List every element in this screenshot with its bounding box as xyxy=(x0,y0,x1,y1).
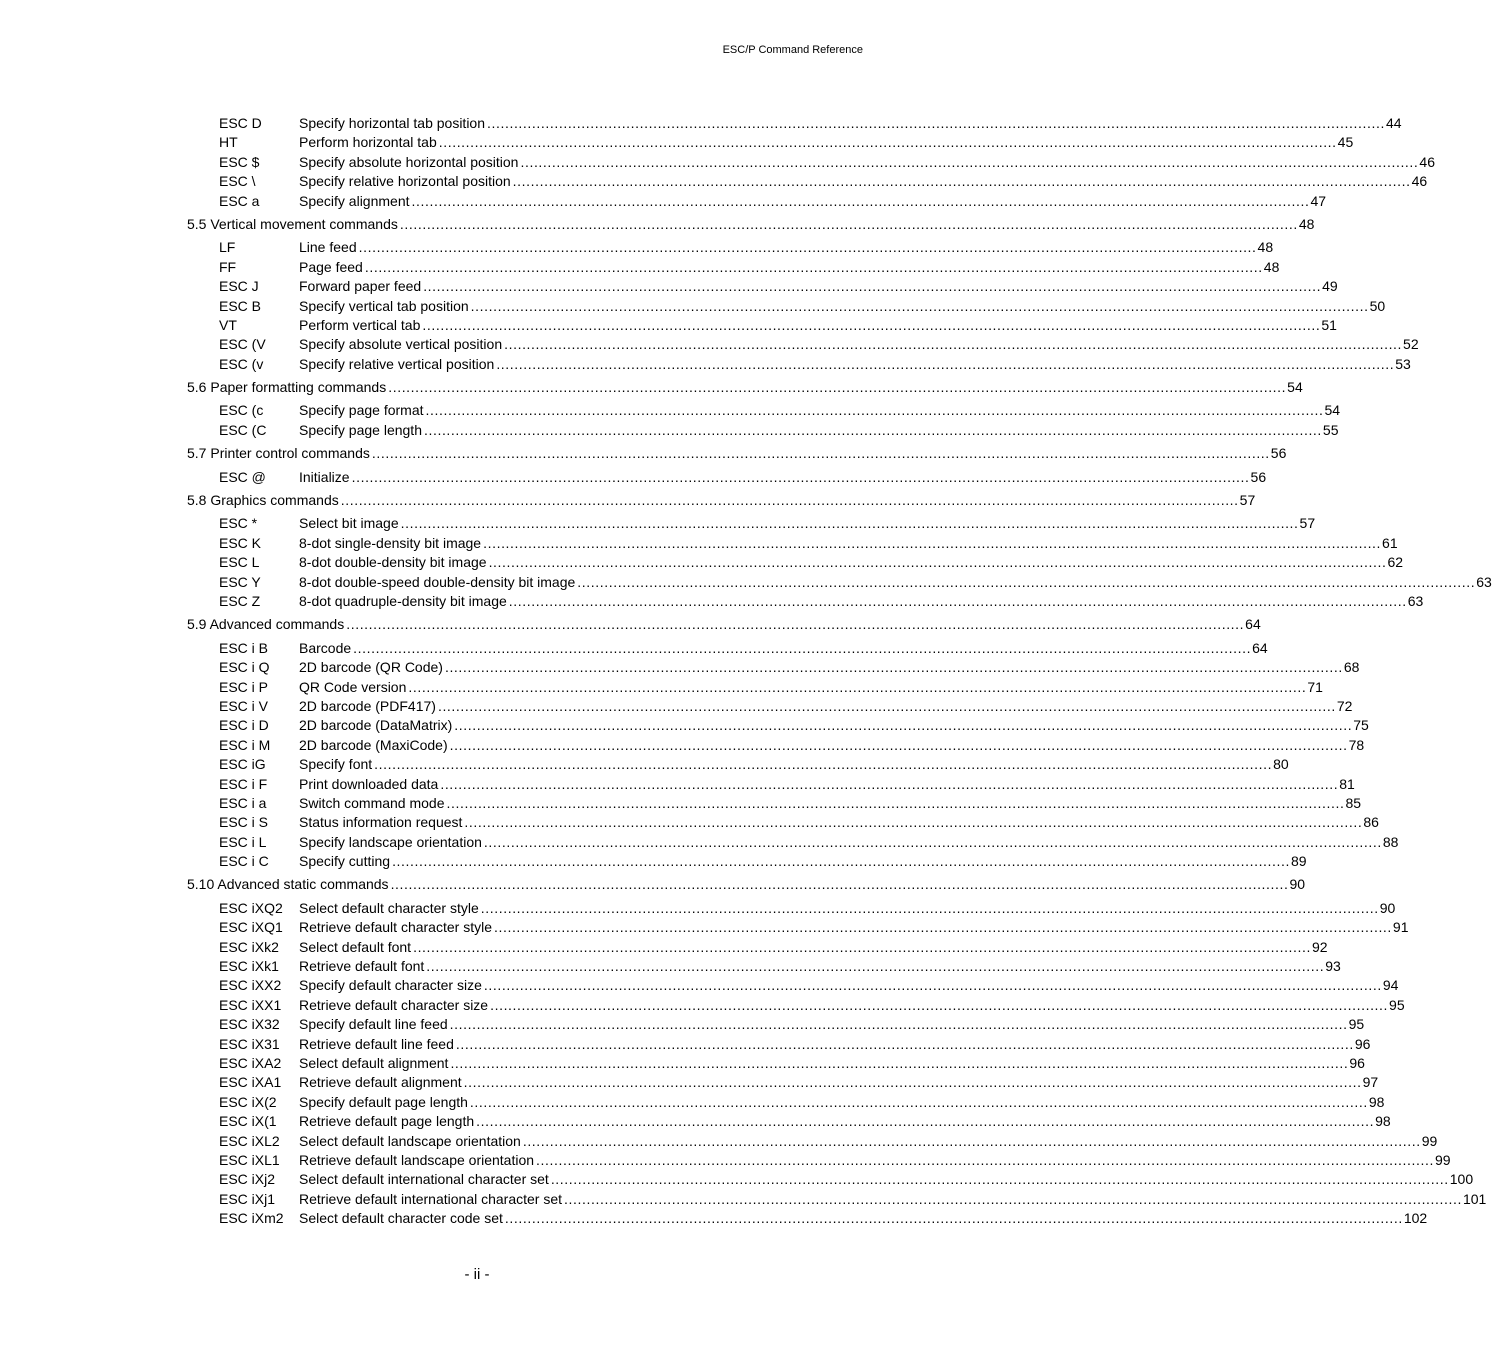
entry-title: Specify relative horizontal position xyxy=(299,172,513,191)
section-title: 5.10 Advanced static commands xyxy=(187,875,391,894)
entry-title: Specify font xyxy=(299,755,374,774)
toc-entry[interactable] xyxy=(187,1190,1487,1209)
command-name: ESC Y xyxy=(219,573,261,590)
entry-page-number: 96 xyxy=(1348,1054,1365,1073)
dot-leader: ........................................................................................................................................................................................................ xyxy=(440,775,1339,792)
command-name: ESC iX32 xyxy=(219,1016,280,1033)
section-title: 5.7 Printer control commands xyxy=(187,444,372,463)
dot-leader: ........................................................................................................................................................................................................ xyxy=(493,919,1392,936)
command-name: ESC i V xyxy=(219,697,269,714)
entry-page-number: 46 xyxy=(1411,172,1428,191)
entry-page-number: 57 xyxy=(1299,514,1316,533)
toc-entry[interactable] xyxy=(187,297,1386,316)
entry-title: Select bit image xyxy=(299,514,401,533)
entry-page-number: 102 xyxy=(1403,1209,1427,1228)
command-name: ESC i F xyxy=(219,775,268,792)
entry-page-number: 95 xyxy=(1388,996,1405,1015)
command-name: ESC i S xyxy=(219,814,269,831)
dot-leader: ........................................................................................................................................................................................................ xyxy=(346,616,1245,633)
entry-page-number: 62 xyxy=(1387,553,1404,572)
toc-entry[interactable] xyxy=(187,697,1353,716)
command-name: ESC iXA2 xyxy=(219,1054,282,1071)
dot-leader: ........................................................................................................................................................................................................ xyxy=(340,492,1239,509)
toc-entry[interactable] xyxy=(187,335,1419,354)
command-name: ESC i B xyxy=(219,639,269,656)
command-name: ESC iG xyxy=(219,756,266,773)
toc-section-heading[interactable] xyxy=(187,491,1256,510)
dot-leader: ........................................................................................................................................................................................................ xyxy=(520,153,1419,170)
dot-leader: ........................................................................................................................................................................................................ xyxy=(426,958,1325,975)
dot-leader: ........................................................................................................................................................................................................ xyxy=(423,278,1322,295)
entry-page-number: 61 xyxy=(1381,534,1398,553)
entry-title: Select default international character set xyxy=(299,1170,551,1189)
entry-title: Specify default line feed xyxy=(299,1015,450,1034)
command-name: ESC (C xyxy=(219,421,267,438)
toc-entry[interactable] xyxy=(187,775,1355,794)
command-name: ESC i Q xyxy=(219,659,270,676)
command-name: ESC iXL1 xyxy=(219,1151,280,1168)
entry-title: 8-dot single-density bit image xyxy=(299,534,483,553)
toc-entry[interactable] xyxy=(187,592,1424,611)
entry-title: 2D barcode (QR Code) xyxy=(299,658,445,677)
entry-title: Select default character code set xyxy=(299,1209,505,1228)
dot-leader: ........................................................................................................................................................................................................ xyxy=(564,1190,1462,1207)
command-name: ESC a xyxy=(219,192,260,209)
toc-entry[interactable] xyxy=(187,355,1411,374)
toc-entry[interactable] xyxy=(187,534,1398,553)
entry-page-number: 68 xyxy=(1343,658,1360,677)
toc-entry[interactable] xyxy=(187,153,1435,172)
toc-entry[interactable] xyxy=(187,1112,1391,1131)
entry-title: Specify page length xyxy=(299,421,424,440)
command-name: ESC iXL2 xyxy=(219,1132,280,1149)
dot-leader: ........................................................................................................................................................................................................ xyxy=(371,445,1270,462)
entry-title: Retrieve default line feed xyxy=(299,1035,456,1054)
command-name: ESC J xyxy=(219,278,259,295)
entry-page-number: 44 xyxy=(1385,114,1402,133)
dot-leader: ........................................................................................................................................................................................................ xyxy=(483,534,1382,551)
entry-page-number: 101 xyxy=(1462,1190,1486,1209)
command-name: ESC iXm2 xyxy=(219,1210,284,1227)
toc-entry[interactable] xyxy=(187,678,1323,697)
toc-entry-group xyxy=(187,114,1435,211)
entry-page-number: 75 xyxy=(1352,716,1369,735)
toc-entry[interactable] xyxy=(187,316,1337,335)
dot-leader: ........................................................................................................................................................................................................ xyxy=(536,1151,1434,1168)
entry-page-number: 63 xyxy=(1407,592,1424,611)
toc-section-heading[interactable] xyxy=(187,378,1303,397)
dot-leader: ........................................................................................................................................................................................................ xyxy=(550,1171,1449,1188)
entry-page-number: 49 xyxy=(1321,277,1338,296)
toc-entry[interactable] xyxy=(187,899,1396,918)
entry-title: Page feed xyxy=(299,258,365,277)
dot-leader: ........................................................................................................................................................................................................ xyxy=(422,316,1321,333)
toc-entry[interactable] xyxy=(187,114,1402,133)
dot-leader: ........................................................................................................................................................................................................ xyxy=(454,717,1353,734)
entry-title: Retrieve default international character set xyxy=(299,1190,564,1209)
section-title: 5.6 Paper formatting commands xyxy=(187,378,388,397)
entry-page-number: 88 xyxy=(1382,833,1399,852)
dot-leader: ........................................................................................................................................................................................................ xyxy=(522,1132,1421,1149)
entry-page-number: 97 xyxy=(1362,1073,1379,1092)
toc-entry-group xyxy=(187,401,1341,440)
toc-entry[interactable] xyxy=(187,736,1365,755)
dot-leader: ........................................................................................................................................................................................................ xyxy=(512,173,1411,190)
dot-leader: ........................................................................................................................................................................................................ xyxy=(364,258,1263,275)
toc-entry[interactable] xyxy=(187,192,1327,211)
command-name: ESC K xyxy=(219,534,262,551)
entry-page-number: 45 xyxy=(1337,133,1354,152)
running-header: ESC/P Command Reference xyxy=(722,44,863,56)
dot-leader: ........................................................................................................................................................................................................ xyxy=(449,1016,1348,1033)
entry-page-number: 48 xyxy=(1263,258,1280,277)
entry-title: 8-dot double-density bit image xyxy=(299,553,489,572)
toc-entry[interactable] xyxy=(187,833,1399,852)
entry-title: Specify absolute vertical position xyxy=(299,335,504,354)
toc-entry[interactable] xyxy=(187,852,1307,871)
command-name: ESC L xyxy=(219,554,260,571)
dot-leader: ........................................................................................................................................................................................................ xyxy=(455,1035,1354,1052)
entry-page-number: 89 xyxy=(1290,852,1307,871)
entry-page-number: 63 xyxy=(1475,573,1492,592)
dot-leader: ........................................................................................................................................................................................................ xyxy=(437,697,1336,714)
toc-entry[interactable] xyxy=(187,813,1379,832)
command-name: ESC i M xyxy=(219,736,271,753)
entry-page-number: 54 xyxy=(1323,401,1340,420)
entry-title: Retrieve default alignment xyxy=(299,1073,464,1092)
entry-title: Switch command mode xyxy=(299,794,447,813)
entry-title: Perform vertical tab xyxy=(299,316,422,335)
dot-leader: ........................................................................................................................................................................................................ xyxy=(480,899,1379,916)
dot-leader: ........................................................................................................................................................................................................ xyxy=(496,355,1395,372)
dot-leader: ........................................................................................................................................................................................................ xyxy=(423,421,1322,438)
dot-leader: ........................................................................................................................................................................................................ xyxy=(508,592,1407,609)
toc-entry[interactable] xyxy=(187,468,1267,487)
toc-entry[interactable] xyxy=(187,514,1316,533)
command-name: ESC i P xyxy=(219,678,269,695)
entry-title: 2D barcode (PDF417) xyxy=(299,697,438,716)
toc-section-heading[interactable] xyxy=(187,615,1261,634)
command-name: ESC iX(2 xyxy=(219,1093,277,1110)
entry-page-number: 71 xyxy=(1306,678,1323,697)
command-name: HT xyxy=(219,134,238,151)
toc-section-heading[interactable] xyxy=(187,444,1287,463)
toc-entry[interactable] xyxy=(187,918,1409,937)
command-name: LF xyxy=(219,239,236,256)
dot-leader: ........................................................................................................................................................................................................ xyxy=(425,402,1324,419)
entry-title: Select default font xyxy=(299,938,413,957)
command-name: ESC (v xyxy=(219,355,264,372)
section-page-number: 48 xyxy=(1298,215,1315,234)
entry-title: Forward paper feed xyxy=(299,277,423,296)
entry-page-number: 99 xyxy=(1434,1151,1451,1170)
entry-title: Specify cutting xyxy=(299,852,392,871)
toc-entry[interactable] xyxy=(187,1054,1365,1073)
entry-title: Specify alignment xyxy=(299,192,412,211)
entry-page-number: 86 xyxy=(1362,813,1379,832)
toc-entry[interactable] xyxy=(187,996,1405,1015)
entry-title: Specify horizontal tab position xyxy=(299,114,487,133)
entry-page-number: 99 xyxy=(1421,1132,1438,1151)
section-page-number: 56 xyxy=(1270,444,1287,463)
command-name: ESC (c xyxy=(219,402,264,419)
toc-entry[interactable] xyxy=(187,172,1428,191)
entry-page-number: 56 xyxy=(1250,468,1267,487)
dot-leader: ........................................................................................................................................................................................................ xyxy=(446,794,1345,811)
dot-leader: ........................................................................................................................................................................................................ xyxy=(476,1113,1375,1130)
entry-title: Select default alignment xyxy=(299,1054,450,1073)
entry-page-number: 94 xyxy=(1382,976,1399,995)
entry-page-number: 51 xyxy=(1320,316,1337,335)
toc-entry[interactable] xyxy=(187,1132,1438,1151)
command-name: ESC i a xyxy=(219,794,267,811)
entry-page-number: 95 xyxy=(1348,1015,1365,1034)
entry-title: Line feed xyxy=(299,238,359,257)
command-name: ESC iXk2 xyxy=(219,938,279,955)
toc-entry[interactable] xyxy=(187,1035,1371,1054)
entry-title: Specify page format xyxy=(299,401,426,420)
command-name: ESC iX(1 xyxy=(219,1113,277,1130)
section-page-number: 64 xyxy=(1244,615,1261,634)
entry-title: 8-dot double-speed double-density bit image xyxy=(299,573,577,592)
toc-entry-group xyxy=(187,238,1419,374)
entry-page-number: 93 xyxy=(1324,957,1341,976)
entry-page-number: 98 xyxy=(1368,1093,1385,1112)
entry-title: Retrieve default landscape orientation xyxy=(299,1151,536,1170)
dot-leader: ........................................................................................................................................................................................................ xyxy=(483,977,1382,994)
section-title: 5.9 Advanced commands xyxy=(187,615,346,634)
page-number: - ii - xyxy=(464,1266,490,1283)
section-page-number: 54 xyxy=(1286,378,1303,397)
entry-title: Retrieve default font xyxy=(299,957,426,976)
toc-entry[interactable] xyxy=(187,794,1362,813)
toc-entry[interactable] xyxy=(187,401,1341,420)
toc-entry[interactable] xyxy=(187,238,1274,257)
toc-entry[interactable] xyxy=(187,1093,1385,1112)
dot-leader: ........................................................................................................................................................................................................ xyxy=(470,297,1369,314)
command-name: ESC B xyxy=(219,297,262,314)
entry-title: Perform horizontal tab xyxy=(299,133,439,152)
table-of-contents xyxy=(187,114,1492,1232)
toc-entry[interactable] xyxy=(187,976,1399,995)
entry-page-number: 47 xyxy=(1309,192,1326,211)
toc-section-heading[interactable] xyxy=(187,875,1306,894)
dot-leader: ........................................................................................................................................................................................................ xyxy=(483,833,1382,850)
toc-entry-group xyxy=(187,639,1399,872)
toc-entry[interactable] xyxy=(187,1170,1474,1189)
command-name: ESC @ xyxy=(219,468,266,485)
dot-leader: ........................................................................................................................................................................................................ xyxy=(358,239,1257,256)
command-name: FF xyxy=(219,258,237,275)
toc-entry[interactable] xyxy=(187,716,1369,735)
section-page-number: 57 xyxy=(1239,491,1256,510)
entry-title: Print downloaded data xyxy=(299,775,440,794)
dot-leader: ........................................................................................................................................................................................................ xyxy=(449,736,1348,753)
entry-title: Retrieve default page length xyxy=(299,1112,476,1131)
entry-title: Status information request xyxy=(299,813,464,832)
toc-section-heading[interactable] xyxy=(187,215,1315,234)
command-name: ESC D xyxy=(219,115,262,131)
dot-leader: ........................................................................................................................................................................................................ xyxy=(487,115,1385,131)
dot-leader: ........................................................................................................................................................................................................ xyxy=(490,996,1389,1013)
entry-page-number: 64 xyxy=(1251,639,1268,658)
entry-title: Specify landscape orientation xyxy=(299,833,484,852)
command-name: ESC iXQ1 xyxy=(219,919,283,936)
command-name: ESC iX31 xyxy=(219,1035,280,1052)
dot-leader: ........................................................................................................................................................................................................ xyxy=(399,215,1298,232)
entry-title: Specify default character size xyxy=(299,976,484,995)
dot-leader: ........................................................................................................................................................................................................ xyxy=(469,1093,1368,1110)
toc-entry[interactable] xyxy=(187,573,1492,592)
toc-entry[interactable] xyxy=(187,1015,1365,1034)
entry-title: Specify vertical tab position xyxy=(299,297,471,316)
dot-leader: ........................................................................................................................................................................................................ xyxy=(408,678,1307,695)
entry-page-number: 50 xyxy=(1369,297,1386,316)
dot-leader: ........................................................................................................................................................................................................ xyxy=(413,938,1312,955)
toc-entry[interactable] xyxy=(187,658,1360,677)
command-name: ESC iXQ2 xyxy=(219,899,283,916)
toc-entry[interactable] xyxy=(187,1073,1379,1092)
entry-title: Specify absolute horizontal position xyxy=(299,153,520,172)
entry-title: Select default landscape orientation xyxy=(299,1132,523,1151)
toc-entry[interactable] xyxy=(187,277,1338,296)
entry-page-number: 91 xyxy=(1392,918,1409,937)
entry-title: 2D barcode (MaxiCode) xyxy=(299,736,450,755)
entry-title: Retrieve default character size xyxy=(299,996,490,1015)
entry-page-number: 48 xyxy=(1257,238,1274,257)
entry-title: Retrieve default character style xyxy=(299,918,494,937)
toc-entry[interactable] xyxy=(187,553,1404,572)
toc-entry[interactable] xyxy=(187,133,1354,152)
entry-page-number: 78 xyxy=(1348,736,1365,755)
command-name: ESC iXX1 xyxy=(219,996,282,1013)
dot-leader: ........................................................................................................................................................................................................ xyxy=(504,336,1403,353)
toc-entry[interactable] xyxy=(187,258,1280,277)
command-name: ESC iXA1 xyxy=(219,1074,282,1091)
command-name: ESC \ xyxy=(219,173,256,190)
dot-leader: ........................................................................................................................................................................................................ xyxy=(353,639,1252,656)
dot-leader: ........................................................................................................................................................................................................ xyxy=(444,659,1343,676)
dot-leader: ........................................................................................................................................................................................................ xyxy=(392,853,1290,870)
entry-title: Specify default page length xyxy=(299,1093,470,1112)
toc-entry[interactable] xyxy=(187,755,1289,774)
entry-title: Initialize xyxy=(299,468,352,487)
dot-leader: ........................................................................................................................................................................................................ xyxy=(374,756,1273,773)
dot-leader: ........................................................................................................................................................................................................ xyxy=(400,515,1299,532)
command-name: ESC $ xyxy=(219,153,260,170)
entry-page-number: 46 xyxy=(1418,153,1435,172)
toc-entry-group xyxy=(187,514,1492,611)
dot-leader: ........................................................................................................................................................................................................ xyxy=(411,192,1310,209)
entry-page-number: 72 xyxy=(1336,697,1353,716)
entry-page-number: 98 xyxy=(1374,1112,1391,1131)
entry-title: 8-dot quadruple-density bit image xyxy=(299,592,509,611)
toc-entry[interactable] xyxy=(187,1209,1428,1228)
entry-title: 2D barcode (DataMatrix) xyxy=(299,716,454,735)
section-title: 5.8 Graphics commands xyxy=(187,491,341,510)
toc-entry[interactable] xyxy=(187,957,1341,976)
entry-page-number: 52 xyxy=(1402,335,1419,354)
command-name: ESC i D xyxy=(219,717,269,734)
command-name: ESC iXk1 xyxy=(219,958,279,975)
command-name: VT xyxy=(219,316,237,333)
toc-entry[interactable] xyxy=(187,1151,1451,1170)
dot-leader: ........................................................................................................................................................................................................ xyxy=(390,876,1289,893)
dot-leader: ........................................................................................................................................................................................................ xyxy=(438,134,1337,151)
command-name: ESC Z xyxy=(219,592,261,609)
toc-entry-group xyxy=(187,899,1487,1229)
command-name: ESC i C xyxy=(219,853,269,870)
toc-entry-group xyxy=(187,468,1267,487)
section-page-number: 90 xyxy=(1289,875,1306,894)
command-name: ESC (V xyxy=(219,336,266,353)
entry-page-number: 92 xyxy=(1311,938,1328,957)
dot-leader: ........................................................................................................................................................................................................ xyxy=(351,468,1250,485)
toc-entry[interactable] xyxy=(187,639,1268,658)
entry-page-number: 85 xyxy=(1344,794,1361,813)
section-title: 5.5 Vertical movement commands xyxy=(187,215,400,234)
dot-leader: ........................................................................................................................................................................................................ xyxy=(488,554,1387,571)
command-name: ESC * xyxy=(219,515,258,532)
entry-page-number: 80 xyxy=(1272,755,1289,774)
command-name: ESC iXj1 xyxy=(219,1190,276,1207)
entry-page-number: 96 xyxy=(1354,1035,1371,1054)
entry-title: Barcode xyxy=(299,639,353,658)
command-name: ESC iXX2 xyxy=(219,977,282,994)
dot-leader: ........................................................................................................................................................................................................ xyxy=(577,573,1476,590)
entry-page-number: 81 xyxy=(1338,775,1355,794)
entry-title: Select default character style xyxy=(299,899,481,918)
toc-entry[interactable] xyxy=(187,938,1328,957)
entry-page-number: 100 xyxy=(1449,1170,1473,1189)
command-name: ESC i L xyxy=(219,833,267,850)
entry-page-number: 55 xyxy=(1322,421,1339,440)
entry-title: Specify relative vertical position xyxy=(299,355,496,374)
dot-leader: ........................................................................................................................................................................................................ xyxy=(504,1210,1403,1227)
dot-leader: ........................................................................................................................................................................................................ xyxy=(450,1054,1349,1071)
toc-entry[interactable] xyxy=(187,421,1339,440)
command-name: ESC iXj2 xyxy=(219,1171,276,1188)
dot-leader: ........................................................................................................................................................................................................ xyxy=(463,1074,1362,1091)
entry-title: QR Code version xyxy=(299,678,408,697)
dot-leader: ........................................................................................................................................................................................................ xyxy=(464,814,1363,831)
dot-leader: ........................................................................................................................................................................................................ xyxy=(388,379,1287,396)
entry-page-number: 90 xyxy=(1379,899,1396,918)
entry-page-number: 53 xyxy=(1394,355,1411,374)
